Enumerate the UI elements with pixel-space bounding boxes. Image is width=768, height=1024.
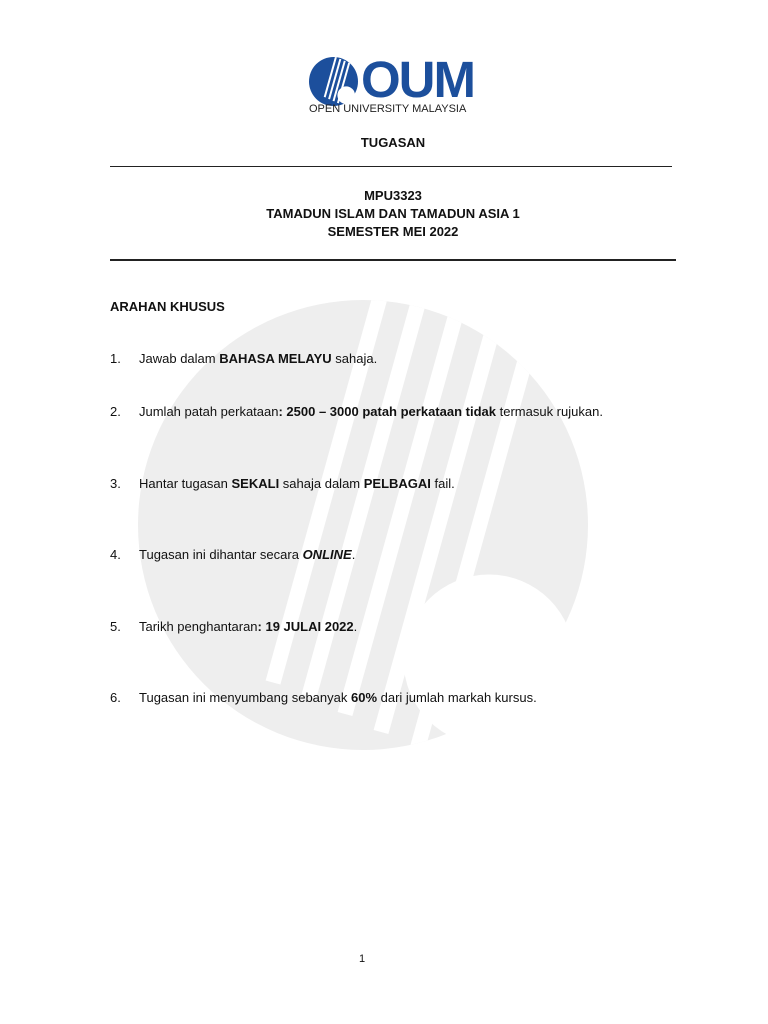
oum-logo <box>309 52 484 122</box>
divider-bottom <box>110 259 676 261</box>
oum-emblem-icon <box>309 57 358 106</box>
page-number: 1 <box>358 953 366 965</box>
item-text: Hantar tugasan SEKALI sahaja dalam PELBAGAI fail. <box>139 476 455 491</box>
item-number: 5. <box>110 619 121 634</box>
item-text: Tugasan ini dihantar secara ONLINE. <box>139 547 356 562</box>
document-type: TUGASAN <box>360 135 426 150</box>
item-text: Jawab dalam BAHASA MELAYU sahaja. <box>139 351 378 366</box>
item-text: Tarikh penghantaran: 19 JULAI 2022. <box>139 619 358 634</box>
item-number: 3. <box>110 476 121 491</box>
oum-watermark-emblem <box>138 300 588 750</box>
course-name: TAMADUN ISLAM DAN TAMADUN ASIA 1 <box>266 206 520 221</box>
item-number: 2. <box>110 404 121 419</box>
item-text: Tugasan ini menyumbang sebanyak 60% dari jumlah markah kursus. <box>139 690 537 705</box>
course-code: MPU3323 <box>364 188 422 203</box>
instructions-heading: ARAHAN KHUSUS <box>110 299 225 314</box>
item-text: Jumlah patah perkataan: 2500 – 3000 patah perkataan tidak termasuk rujukan. <box>139 404 603 419</box>
semester: SEMESTER MEI 2022 <box>327 224 459 239</box>
item-number: 6. <box>110 690 121 705</box>
item-number: 4. <box>110 547 121 562</box>
logo-subtitle: OPEN UNIVERSITY MALAYSIA <box>309 103 467 115</box>
divider-top <box>110 166 672 167</box>
item-number: 1. <box>110 351 121 366</box>
logo-wordmark: OUM <box>361 51 474 108</box>
